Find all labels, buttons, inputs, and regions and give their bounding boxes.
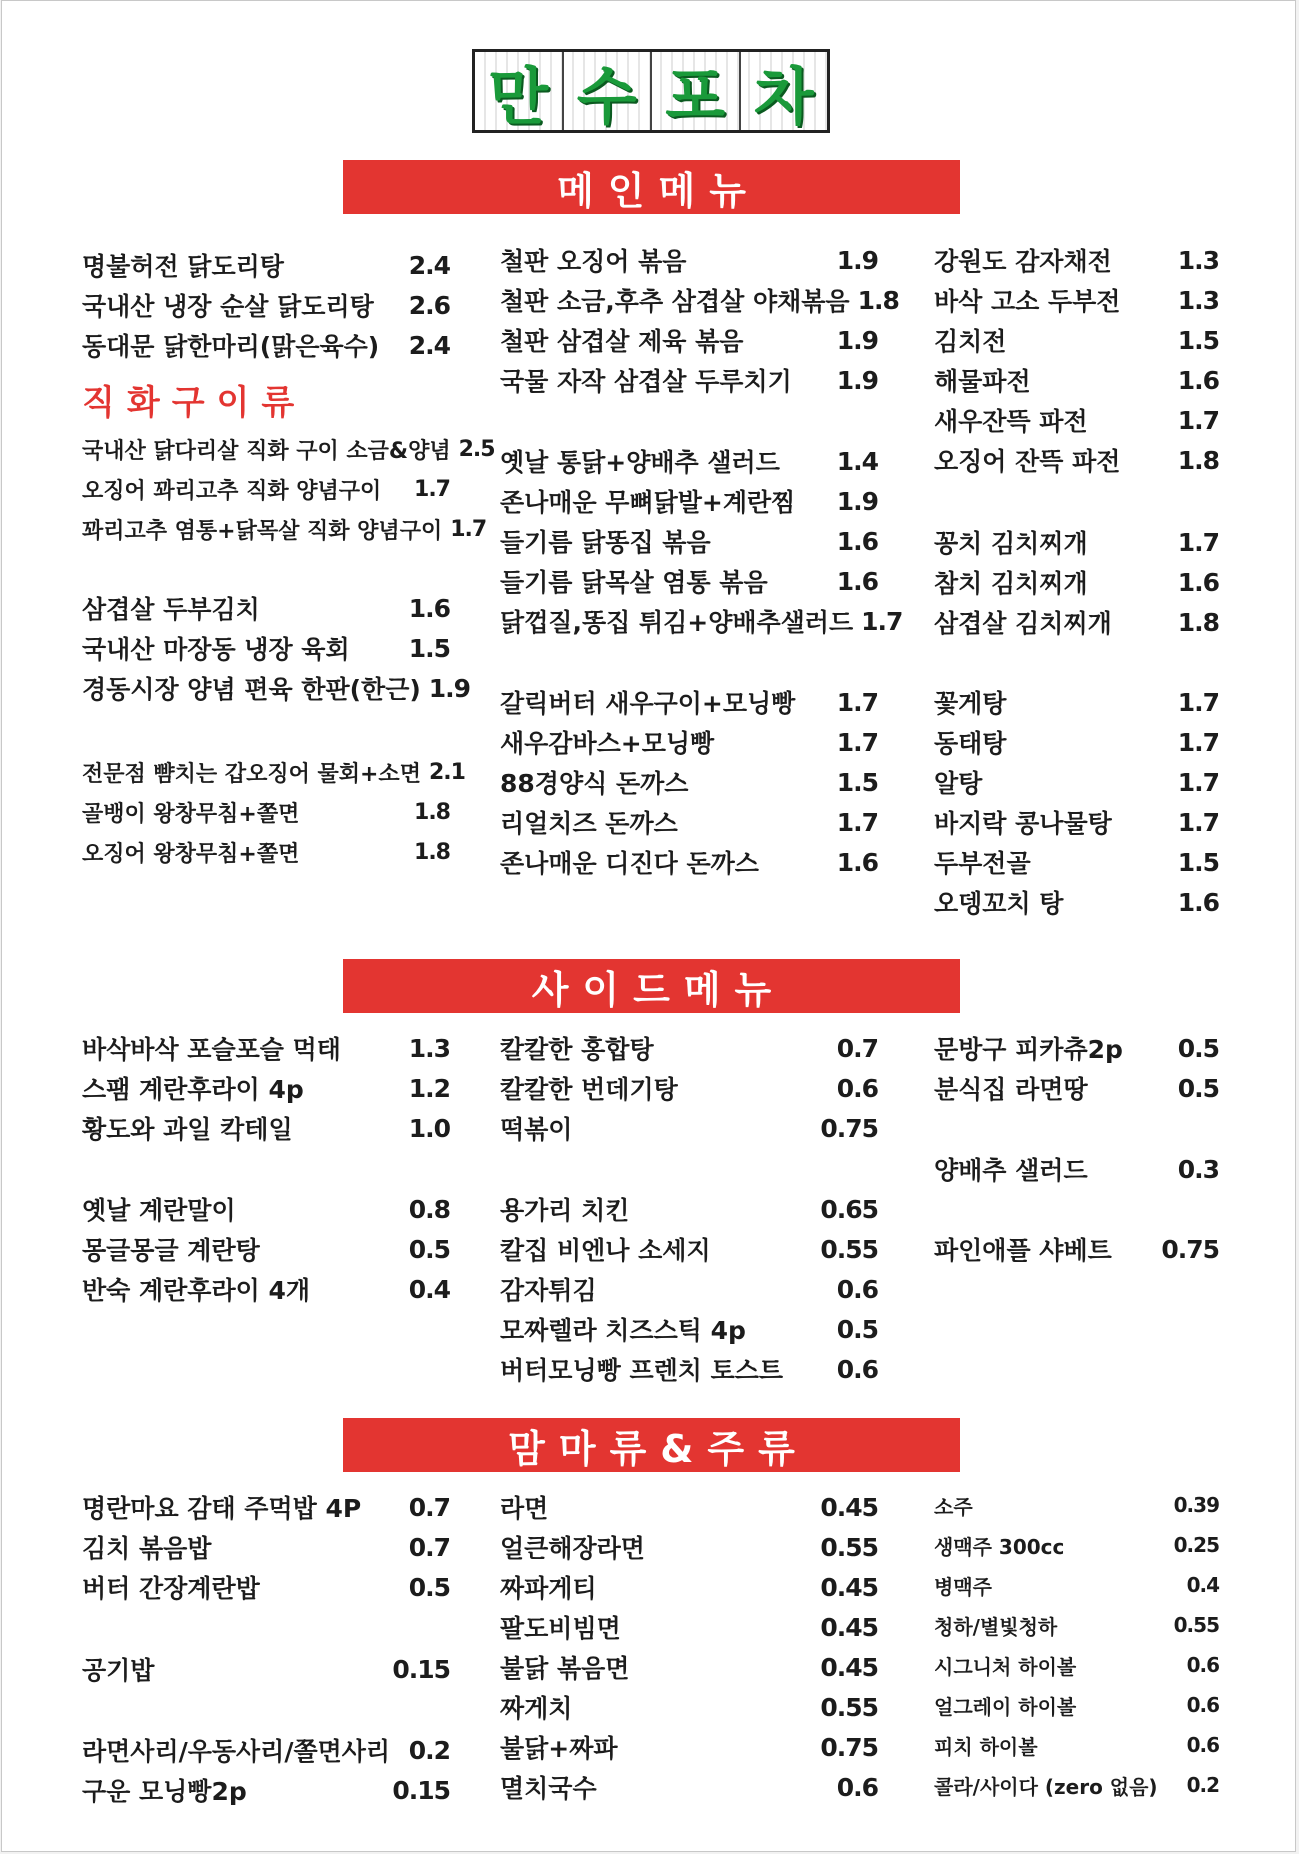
menu-item-price: 2.4	[408, 330, 450, 360]
menu-item-name: 바삭 고소 두부전	[934, 287, 1121, 316]
menu-item-price: 0.45	[820, 1492, 878, 1522]
menu-item	[82, 752, 465, 792]
menu-item-price: 0.8	[408, 1194, 450, 1224]
menu-item-name: 팔도비빔면	[500, 1614, 621, 1643]
menu-item	[500, 1028, 878, 1068]
menu-item-price: 1.5	[836, 767, 878, 797]
menu-item-name: 청하/별빛청하	[934, 1614, 1058, 1639]
meal-drink-banner: 맘마류&주류	[343, 1418, 960, 1472]
menu-item-name: 짜파게티	[500, 1574, 597, 1603]
menu-item-price: 1.3	[408, 1033, 450, 1063]
logo-char: 포	[650, 52, 739, 130]
menu-item	[500, 240, 878, 280]
menu-item-price: 1.8	[414, 799, 450, 825]
menu-group	[500, 1487, 878, 1807]
menu-item-price: 1.3	[1177, 285, 1219, 315]
menu-item-name: 국내산 냉장 순살 닭도리탕	[82, 292, 374, 321]
menu-item	[82, 1269, 450, 1309]
menu-item-price: 1.8	[1177, 445, 1219, 475]
menu-item-name: 들기름 닭똥집 볶음	[500, 528, 711, 557]
menu-item	[500, 360, 878, 400]
menu-item	[82, 285, 450, 325]
menu-group	[934, 1028, 1219, 1108]
menu-group	[82, 1189, 450, 1309]
menu-item	[82, 1527, 450, 1567]
menu-item	[500, 1189, 878, 1229]
menu-item-price: 0.7	[408, 1532, 450, 1562]
logo-char: 수	[562, 52, 651, 130]
menu-item	[500, 1527, 878, 1567]
menu-item	[934, 722, 1219, 762]
menu-item-price: 0.5	[1177, 1033, 1219, 1063]
menu-item-name: 옛날 통닭+양배추 샐러드	[500, 448, 780, 477]
menu-group	[934, 1485, 1219, 1805]
menu-item-price: 2.6	[408, 290, 450, 320]
menu-item-price: 0.75	[820, 1732, 878, 1762]
menu-item-price: 1.4	[836, 446, 878, 476]
menu-item	[500, 1607, 878, 1647]
menu-item	[934, 682, 1219, 722]
logo-char: 만	[488, 59, 549, 133]
menu-item-price: 1.6	[1177, 887, 1219, 917]
menu-item-name: 불닭 볶음면	[500, 1654, 630, 1683]
menu-item-name: 피치 하이볼	[934, 1734, 1038, 1759]
menu-item	[82, 429, 495, 469]
menu-page	[1, 0, 1296, 1852]
menu-item	[500, 1567, 878, 1607]
menu-item	[934, 1565, 1219, 1605]
menu-item-name: 리얼치즈 돈까스	[500, 809, 678, 838]
menu-item	[934, 1605, 1219, 1645]
menu-item-price: 0.39	[1173, 1493, 1219, 1517]
menu-item	[500, 280, 899, 320]
menu-group	[934, 682, 1219, 922]
menu-item-price: 0.6	[836, 1772, 878, 1802]
menu-item-name: 라면사리/우동사리/쫄면사리	[82, 1737, 391, 1766]
menu-item-name: 들기름 닭목살 염통 볶음	[500, 568, 768, 597]
menu-item	[500, 1229, 878, 1269]
menu-item-name: 갈릭버터 새우구이+모닝빵	[500, 689, 796, 718]
menu-item-price: 1.7	[1177, 767, 1219, 797]
menu-item-name: 국내산 마장동 냉장 육회	[82, 635, 350, 664]
menu-item-name: 용가리 치킨	[500, 1196, 630, 1225]
menu-item-name: 칼칼한 홍합탕	[500, 1035, 654, 1064]
menu-item-price: 1.7	[1177, 807, 1219, 837]
menu-item-price: 1.9	[836, 365, 878, 395]
menu-item-name: 바삭바삭 포슬포슬 먹태	[82, 1035, 341, 1064]
menu-item-name: 삼겹살 두부김치	[82, 595, 260, 624]
menu-item-name: 존나매운 디진다 돈까스	[500, 849, 759, 878]
menu-item	[82, 509, 487, 549]
menu-item-price: 1.7	[836, 727, 878, 757]
menu-item-name: 양배추 샐러드	[934, 1156, 1088, 1185]
menu-item-price: 0.55	[820, 1532, 878, 1562]
menu-item-name: 철판 삼겹살 제육 볶음	[500, 327, 744, 356]
menu-item-name: 떡볶이	[500, 1115, 573, 1144]
menu-item-name: 문방구 피카츄2p	[934, 1035, 1123, 1064]
menu-item-name: 명란마요 감태 주먹밥 4P	[82, 1494, 362, 1523]
menu-item	[82, 1649, 450, 1689]
menu-item-name: 파인애플 샤베트	[934, 1236, 1112, 1265]
menu-item-name: 두부전골	[934, 849, 1031, 878]
menu-item	[82, 792, 450, 832]
menu-item-price: 0.5	[408, 1572, 450, 1602]
menu-item-price: 0.5	[408, 1234, 450, 1264]
menu-item-price: 0.5	[836, 1314, 878, 1344]
menu-item	[934, 280, 1219, 320]
menu-item-price: 0.6	[1186, 1653, 1219, 1677]
menu-item	[934, 762, 1219, 802]
menu-item	[934, 1645, 1219, 1685]
menu-item-price: 0.4	[408, 1274, 450, 1304]
menu-item-name: 동대문 닭한마리(맑은육수)	[82, 332, 380, 361]
menu-item-price: 0.55	[1173, 1613, 1219, 1637]
menu-item	[500, 682, 878, 722]
menu-item-price: 1.5	[408, 633, 450, 663]
menu-item-name: 골뱅이 왕창무침+쫄면	[82, 801, 300, 827]
menu-item-name: 명불허전 닭도리탕	[82, 252, 284, 281]
menu-item	[500, 762, 878, 802]
menu-item-price: 0.6	[836, 1354, 878, 1384]
logo-char: 차	[739, 52, 828, 130]
menu-item-name: 소주	[934, 1494, 973, 1519]
menu-item-name: 김치전	[934, 327, 1007, 356]
menu-item-price: 1.9	[836, 325, 878, 355]
menu-item-price: 0.65	[820, 1194, 878, 1224]
menu-item-price: 0.45	[820, 1612, 878, 1642]
menu-item	[82, 628, 450, 668]
menu-group	[934, 1149, 1219, 1189]
menu-item	[500, 1309, 878, 1349]
menu-group	[500, 1189, 878, 1389]
menu-item	[82, 588, 450, 628]
menu-item	[82, 1189, 450, 1229]
menu-item-name: 옛날 계란말이	[82, 1196, 236, 1225]
menu-item-name: 콜라/사이다 (zero 없음)	[934, 1774, 1158, 1799]
menu-item-price: 0.45	[820, 1572, 878, 1602]
menu-item-price: 1.7	[450, 516, 487, 542]
menu-item-name: 오징어 왕창무침+쫄면	[82, 841, 300, 867]
menu-item-name: 반숙 계란후라이 4개	[82, 1276, 311, 1305]
menu-item	[934, 882, 1219, 922]
menu-group	[934, 522, 1219, 642]
menu-item	[934, 400, 1219, 440]
menu-group	[82, 1649, 450, 1689]
menu-item	[82, 1730, 450, 1770]
menu-item-price: 0.3	[1177, 1154, 1219, 1184]
menu-item-price: 1.7	[414, 476, 450, 502]
menu-item	[82, 469, 450, 509]
menu-item-name: 오뎅꼬치 탕	[934, 889, 1064, 918]
menu-item-name: 칼집 비엔나 소세지	[500, 1236, 711, 1265]
menu-item-price: 1.5	[1177, 325, 1219, 355]
menu-item	[500, 1068, 878, 1108]
menu-item	[500, 521, 878, 561]
menu-item	[82, 1770, 450, 1810]
menu-item-price: 0.6	[836, 1073, 878, 1103]
menu-item	[500, 481, 878, 521]
menu-item	[934, 440, 1219, 480]
menu-item	[934, 842, 1219, 882]
menu-item-name: 시그니처 하이볼	[934, 1654, 1077, 1679]
menu-item-name: 국물 자작 삼겹살 두루치기	[500, 367, 792, 396]
menu-item	[500, 320, 878, 360]
menu-item-name: 참치 김치찌개	[934, 569, 1088, 598]
menu-item-price: 1.7	[836, 687, 878, 717]
menu-item-price: 2.5	[458, 436, 495, 462]
menu-item	[934, 1149, 1219, 1189]
menu-item-price: 1.6	[836, 566, 878, 596]
menu-item-name: 얼큰해장라면	[500, 1534, 645, 1563]
menu-item-name: 철판 소금,후추 삼겹살 야채볶음	[500, 287, 850, 316]
menu-item	[82, 668, 471, 708]
menu-item-price: 0.6	[1186, 1733, 1219, 1757]
menu-item-name: 김치 볶음밥	[82, 1534, 212, 1563]
menu-item-name: 버터모닝빵 프렌치 토스트	[500, 1356, 784, 1385]
menu-item-price: 0.45	[820, 1652, 878, 1682]
menu-item-price: 1.6	[1177, 567, 1219, 597]
menu-item-name: 분식집 라면땅	[934, 1075, 1088, 1104]
menu-item	[934, 240, 1219, 280]
menu-item-price: 2.4	[408, 250, 450, 280]
menu-item	[934, 562, 1219, 602]
menu-item-price: 0.6	[836, 1274, 878, 1304]
menu-item-name: 버터 간장계란밥	[82, 1574, 260, 1603]
menu-item-name: 알탕	[934, 769, 983, 798]
menu-item-price: 0.15	[392, 1775, 450, 1805]
menu-item	[500, 1767, 878, 1807]
menu-item	[934, 1485, 1219, 1525]
menu-item-price: 1.7	[1177, 727, 1219, 757]
menu-item-name: 닭껍질,똥집 튀김+양배추샐러드	[500, 608, 854, 637]
menu-item-price: 1.7	[1177, 405, 1219, 435]
menu-group	[82, 1028, 450, 1148]
menu-item-price: 1.9	[836, 245, 878, 275]
side-menu-banner: 사이드메뉴	[343, 959, 960, 1013]
menu-item-price: 1.8	[857, 285, 899, 315]
menu-item-name: 스팸 계란후라이 4p	[82, 1075, 304, 1104]
menu-group	[82, 1730, 450, 1810]
menu-group	[82, 429, 495, 549]
menu-item-price: 0.7	[408, 1492, 450, 1522]
menu-item	[934, 1765, 1219, 1805]
menu-item	[934, 1229, 1219, 1269]
menu-item	[500, 1108, 878, 1148]
menu-item	[500, 802, 878, 842]
menu-group	[934, 240, 1219, 480]
menu-item-price: 0.4	[1186, 1573, 1219, 1597]
menu-item	[934, 1685, 1219, 1725]
menu-item-name: 칼칼한 번데기탕	[500, 1075, 678, 1104]
menu-item	[934, 360, 1219, 400]
menu-item-name: 경동시장 양념 편육 한판(한근)	[82, 675, 421, 704]
menu-item-name: 꽃게탕	[934, 689, 1007, 718]
menu-item-name: 구운 모닝빵2p	[82, 1777, 247, 1806]
menu-item-price: 1.7	[1177, 687, 1219, 717]
menu-item	[500, 441, 878, 481]
menu-item-name: 바지락 콩나물탕	[934, 809, 1112, 838]
menu-item	[82, 245, 450, 285]
menu-item	[934, 602, 1219, 642]
menu-item-price: 1.8	[414, 839, 450, 865]
menu-item-name: 얼그레이 하이볼	[934, 1694, 1077, 1719]
menu-item	[82, 1487, 450, 1527]
menu-item	[934, 1725, 1219, 1765]
menu-item	[500, 842, 878, 882]
menu-item	[500, 722, 878, 762]
menu-item-price: 1.6	[1177, 365, 1219, 395]
menu-item	[500, 1349, 878, 1389]
menu-item	[500, 1647, 878, 1687]
menu-item	[82, 1567, 450, 1607]
menu-item	[934, 320, 1219, 360]
menu-item-name: 병맥주	[934, 1574, 992, 1599]
menu-item-name: 공기밥	[82, 1656, 155, 1685]
menu-item-name: 짜게치	[500, 1694, 573, 1723]
menu-item-name: 해물파전	[934, 367, 1031, 396]
menu-item-name: 전문점 뺨치는 갑오징어 물회+소면	[82, 761, 421, 787]
menu-item	[934, 1525, 1219, 1565]
menu-item-price: 0.7	[836, 1033, 878, 1063]
menu-item	[500, 1487, 878, 1527]
menu-item-price: 0.15	[392, 1654, 450, 1684]
menu-item-price: 0.2	[408, 1735, 450, 1765]
menu-group	[500, 240, 899, 400]
menu-item-name: 국내산 닭다리살 직화 구이 소금&양념	[82, 438, 451, 464]
menu-item-name: 멸치국수	[500, 1774, 597, 1803]
menu-item-name: 모짜렐라 치즈스틱 4p	[500, 1316, 746, 1345]
menu-item-name: 불닭+짜파	[500, 1734, 618, 1763]
menu-item-price: 0.75	[1161, 1234, 1219, 1264]
menu-item-price: 1.6	[408, 593, 450, 623]
menu-item-price: 1.3	[1177, 245, 1219, 275]
menu-item	[82, 1068, 450, 1108]
menu-item-name: 황도와 과일 칵테일	[82, 1115, 293, 1144]
menu-item-name: 라면	[500, 1494, 549, 1523]
menu-item-price: 0.5	[1177, 1073, 1219, 1103]
menu-group	[82, 588, 471, 708]
menu-item-price: 1.9	[428, 673, 471, 703]
menu-item	[82, 832, 450, 872]
menu-item	[934, 1068, 1219, 1108]
menu-group	[500, 682, 878, 882]
menu-item-price: 1.2	[408, 1073, 450, 1103]
menu-item-price: 0.25	[1173, 1533, 1219, 1557]
menu-item-price: 1.7	[1177, 527, 1219, 557]
menu-item	[934, 522, 1219, 562]
restaurant-logo	[472, 49, 830, 133]
menu-item-name: 철판 오징어 볶음	[500, 247, 687, 276]
menu-item-name: 꽁치 김치찌개	[934, 529, 1088, 558]
menu-item-name: 동태탕	[934, 729, 1007, 758]
menu-group	[82, 245, 450, 365]
menu-item-price: 0.55	[820, 1692, 878, 1722]
menu-item-price: 0.55	[820, 1234, 878, 1264]
menu-group	[500, 441, 903, 641]
menu-item-name: 오징어 꽈리고추 직화 양념구이	[82, 478, 382, 504]
menu-item-price: 1.0	[408, 1113, 450, 1143]
menu-item-price: 0.75	[820, 1113, 878, 1143]
menu-group	[500, 1028, 878, 1148]
menu-item-name: 존나매운 무뼈닭발+계란찜	[500, 488, 796, 517]
menu-item-name: 꽈리고추 염통+닭목살 직화 양념구이	[82, 518, 443, 544]
menu-item	[500, 601, 903, 641]
menu-item	[934, 802, 1219, 842]
menu-item	[82, 1028, 450, 1068]
menu-item	[82, 1108, 450, 1148]
menu-item-price: 2.1	[428, 759, 465, 785]
menu-group	[82, 1487, 450, 1607]
menu-item-price: 0.6	[1186, 1693, 1219, 1717]
menu-item-name: 새우감바스+모닝빵	[500, 729, 715, 758]
menu-item-name: 오징어 잔뜩 파전	[934, 447, 1121, 476]
menu-item-name: 감자튀김	[500, 1276, 597, 1305]
menu-item-price: 1.5	[1177, 847, 1219, 877]
menu-item	[82, 325, 450, 365]
menu-item-price: 1.6	[836, 847, 878, 877]
menu-item-price: 1.7	[861, 606, 903, 636]
menu-item-price: 1.8	[1177, 607, 1219, 637]
menu-item	[500, 1727, 878, 1767]
menu-item-name: 삼겹살 김치찌개	[934, 609, 1112, 638]
menu-item	[500, 1687, 878, 1727]
menu-item	[82, 1229, 450, 1269]
menu-group	[934, 1229, 1219, 1269]
menu-item	[500, 561, 878, 601]
menu-item-name: 88경양식 돈까스	[500, 769, 689, 798]
menu-item-price: 1.6	[836, 526, 878, 556]
menu-item-name: 몽글몽글 계란탕	[82, 1236, 260, 1265]
menu-item-name: 새우잔뜩 파전	[934, 407, 1088, 436]
menu-group	[82, 752, 465, 872]
menu-item-price: 1.7	[836, 807, 878, 837]
menu-item-price: 0.2	[1186, 1773, 1219, 1797]
main-menu-banner: 메인메뉴	[343, 160, 960, 214]
menu-item-name: 생맥주 300cc	[934, 1534, 1065, 1559]
menu-item-price: 1.9	[836, 486, 878, 516]
menu-item-name: 강원도 감자채전	[934, 247, 1112, 276]
menu-item	[500, 1269, 878, 1309]
menu-item	[934, 1028, 1219, 1068]
grill-subheading: 직화구이류	[82, 383, 307, 423]
